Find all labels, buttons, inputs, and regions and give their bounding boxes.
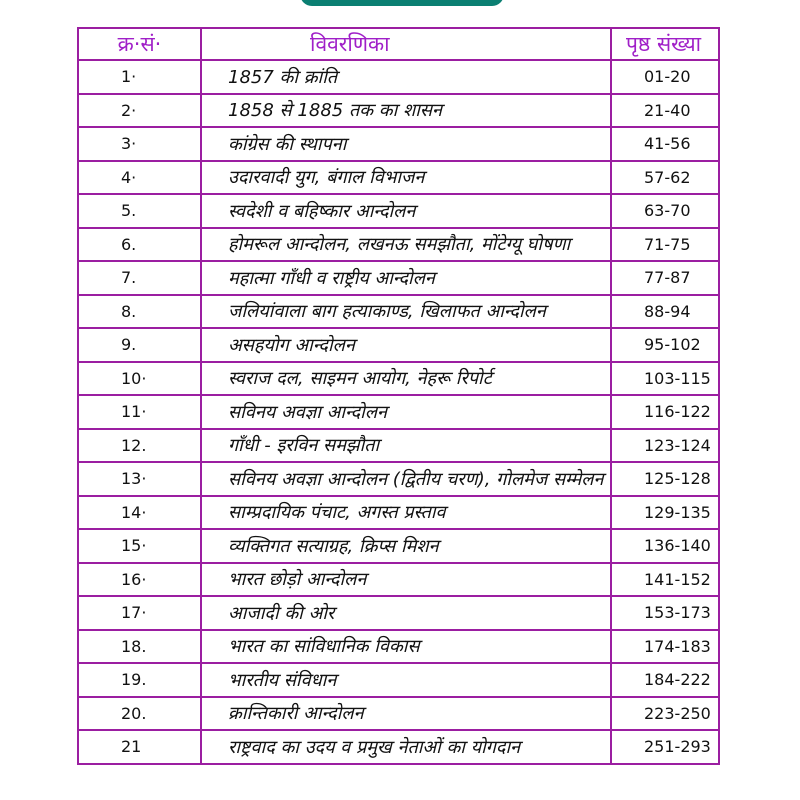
table-row [78,395,719,429]
row-description: जलियांवाला बाग हत्याकाण्ड, खिलाफत आन्दोलन [201,295,611,329]
row-serial-number: 9. [78,328,201,362]
top-header-tab [300,0,504,6]
row-page-range: 153-173 [611,596,719,630]
table-row [78,429,719,463]
row-serial-number: 10· [78,362,201,396]
table-row [78,730,719,764]
row-page-range: 116-122 [611,395,719,429]
row-serial-number: 12. [78,429,201,463]
table-row [78,630,719,664]
row-serial-number: 20. [78,697,201,731]
table-row [78,663,719,697]
table-row [78,94,719,128]
row-serial-number: 6. [78,228,201,262]
row-serial-number: 18. [78,630,201,664]
row-description: महात्मा गाँधी व राष्ट्रीय आन्दोलन [201,261,611,295]
table-row [78,496,719,530]
row-description: कांग्रेस की स्थापना [201,127,611,161]
table-header-row [78,28,719,60]
row-page-range: 123-124 [611,429,719,463]
row-page-range: 103-115 [611,362,719,396]
row-page-range: 251-293 [611,730,719,764]
row-serial-number: 2· [78,94,201,128]
row-description: उदारवादी युग, बंगाल विभाजन [201,161,611,195]
row-serial-number: 3· [78,127,201,161]
table-row [78,697,719,731]
row-description: व्यक्तिगत सत्याग्रह, क्रिप्स मिशन [201,529,611,563]
row-serial-number: 16· [78,563,201,597]
row-page-range: 88-94 [611,295,719,329]
row-description: स्वदेशी व बहिष्कार आन्दोलन [201,194,611,228]
row-page-range: 141-152 [611,563,719,597]
row-serial-number: 14· [78,496,201,530]
row-page-range: 184-222 [611,663,719,697]
table-row [78,228,719,262]
table-row [78,295,719,329]
row-serial-number: 21 [78,730,201,764]
table-row [78,529,719,563]
row-page-range: 129-135 [611,496,719,530]
row-description: साम्प्रदायिक पंचाट, अगस्त प्रस्ताव [201,496,611,530]
row-page-range: 57-62 [611,161,719,195]
table-row [78,194,719,228]
table-row [78,462,719,496]
table-row [78,563,719,597]
row-description: स्वराज दल, साइमन आयोग, नेहरू रिपोर्ट [201,362,611,396]
table-row [78,60,719,94]
row-page-range: 136-140 [611,529,719,563]
contents-table [77,27,720,765]
row-description: असहयोग आन्दोलन [201,328,611,362]
row-description: सविनय अवज्ञा आन्दोलन [201,395,611,429]
row-description: राष्ट्रवाद का उदय व प्रमुख नेताओं का योगदान [201,730,611,764]
row-description: सविनय अवज्ञा आन्दोलन (द्वितीय चरण), गोलमेज सम्मेलन [201,462,611,496]
header-serial-number: क्र·सं· [78,28,201,60]
row-description: भारतीय संविधान [201,663,611,697]
row-description: 1857 की क्रांति [201,60,611,94]
table-row [78,596,719,630]
header-page-number: पृष्ठ संख्या [611,28,719,60]
row-description: क्रान्तिकारी आन्दोलन [201,697,611,731]
table-row [78,362,719,396]
row-serial-number: 7. [78,261,201,295]
row-page-range: 174-183 [611,630,719,664]
table-row [78,127,719,161]
row-serial-number: 13· [78,462,201,496]
row-page-range: 21-40 [611,94,719,128]
row-page-range: 71-75 [611,228,719,262]
row-serial-number: 17· [78,596,201,630]
row-page-range: 95-102 [611,328,719,362]
table-row [78,328,719,362]
row-page-range: 223-250 [611,697,719,731]
row-serial-number: 15· [78,529,201,563]
table-row [78,261,719,295]
row-description: आजादी की ओर [201,596,611,630]
row-serial-number: 8. [78,295,201,329]
row-description: 1858 से 1885 तक का शासन [201,94,611,128]
row-serial-number: 4· [78,161,201,195]
row-serial-number: 5. [78,194,201,228]
row-description: गाँधी - इरविन समझौता [201,429,611,463]
row-description: होमरूल आन्दोलन, लखनऊ समझौता, मोंटेग्यू घोषणा [201,228,611,262]
row-description: भारत छोड़ो आन्दोलन [201,563,611,597]
header-description: विवरणिका [201,28,611,60]
row-page-range: 77-87 [611,261,719,295]
table-row [78,161,719,195]
row-serial-number: 11· [78,395,201,429]
row-serial-number: 1· [78,60,201,94]
row-page-range: 41-56 [611,127,719,161]
row-page-range: 63-70 [611,194,719,228]
row-serial-number: 19. [78,663,201,697]
row-description: भारत का सांविधानिक विकास [201,630,611,664]
row-page-range: 01-20 [611,60,719,94]
row-page-range: 125-128 [611,462,719,496]
